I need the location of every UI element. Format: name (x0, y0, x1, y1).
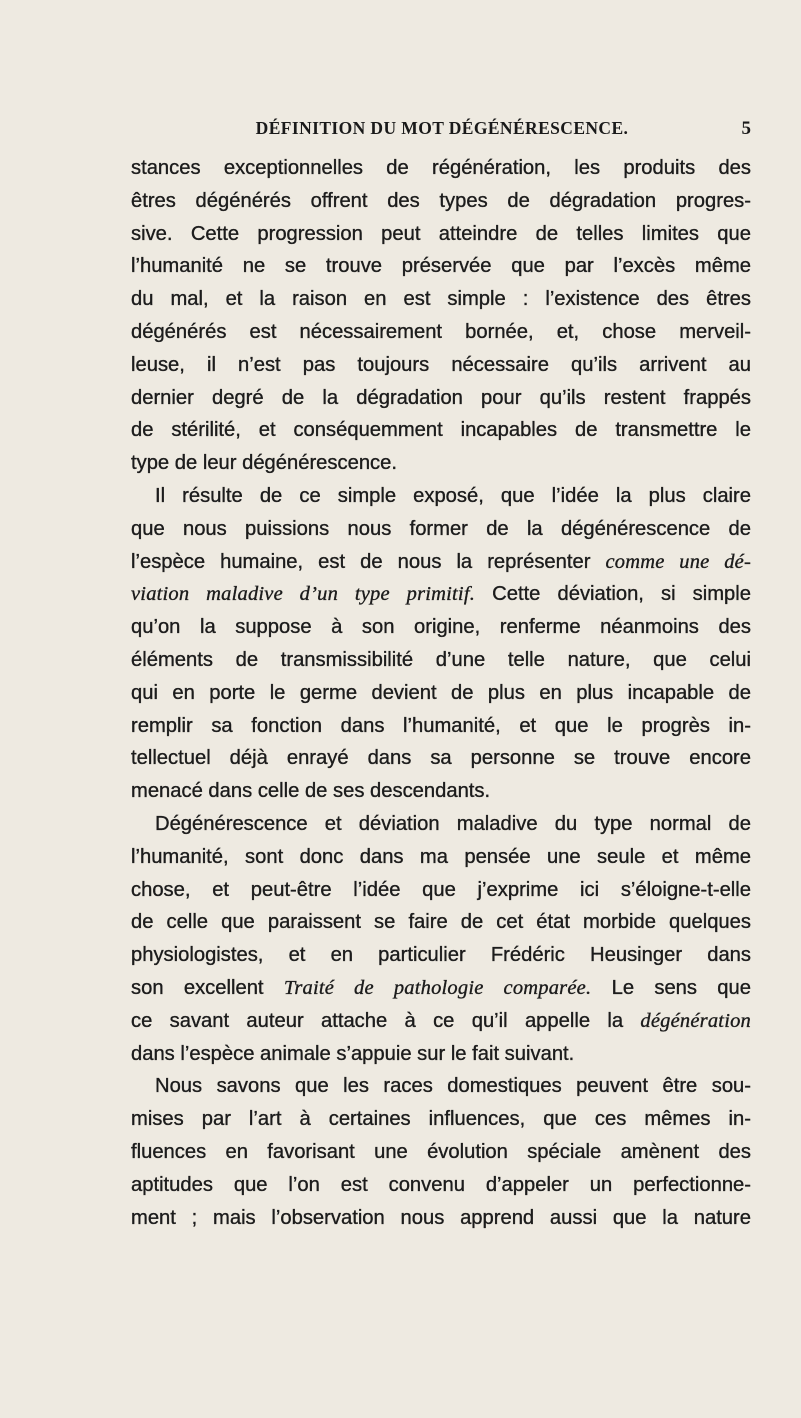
italic-term: dégénération (640, 1009, 751, 1032)
text-line: êtres dégénérés offrent des types de dégradation progres- (131, 189, 751, 212)
text-line: stances exceptionnelles de régénération, les produits des (131, 157, 751, 179)
page-header (133, 118, 751, 148)
text-line: qui en porte le germe devient de plus en plus incapable de (131, 681, 751, 704)
text-line: menacé dans celle de ses descendants. (131, 780, 491, 803)
text-line: dernier degré de la dégradation pour qu’ils restent frappés (131, 386, 751, 409)
running-title: DÉFINITION DU MOT DÉGÉNÉRESCENCE. (255, 118, 629, 138)
body-text (131, 152, 751, 1234)
text-line: l’espèce humaine, est de nous la représenter comme une dé- (131, 550, 752, 573)
text-line: viation maladive d’un type primitif. Cette déviation, si simple (131, 583, 751, 606)
italic-phrase: comme une dé- (605, 550, 752, 573)
text-line: fluences en favorisant une évolution spéciale amènent des (131, 1140, 751, 1163)
text-line: de celle que paraissent se faire de cet état morbide quelques (131, 911, 751, 934)
text-line: de stérilité, et conséquemment incapables de transmettre le (131, 419, 751, 442)
text-line: remplir sa fonction dans l’humanité, et que le progrès in- (131, 714, 751, 737)
text-line: son excellent Traité de pathologie comparée. Le sens que (131, 976, 751, 999)
text-line: l’humanité ne se trouve préservée que par l’excès même (131, 255, 751, 278)
text-line: physiologistes, et en particulier Frédéric Heusinger dans (131, 944, 751, 967)
text-line: éléments de transmissibilité d’une telle nature, que celui (131, 648, 751, 671)
text-line: sive. Cette progression peut atteindre de telles limites que (131, 222, 751, 245)
text-line: leuse, il n’est pas toujours nécessaire qu’ils arrivent au (131, 353, 751, 376)
italic-phrase: viation maladive d’un type primitif. (131, 583, 476, 606)
page-number: 5 (741, 118, 751, 139)
text-line: tellectuel déjà enrayé dans sa personne se trouve encore (131, 747, 751, 770)
text-line: ment ; mais l’observation nous apprend aussi que la nature (131, 1206, 751, 1229)
text-line: Nous savons que les races domestiques peuvent être sou- (155, 1075, 751, 1098)
text-line: Il résulte de ce simple exposé, que l’idée la plus claire (155, 484, 751, 507)
text-line: type de leur dégénérescence. (131, 452, 397, 475)
text-line: du mal, et la raison en est simple : l’existence des êtres (131, 288, 751, 311)
text-line: Dégénérescence et déviation maladive du type normal de (155, 812, 751, 835)
text-line: qu’on la suppose à son origine, renferme néanmoins des (131, 616, 751, 639)
text-line: l’humanité, sont donc dans ma pensée une seule et même (131, 845, 751, 868)
italic-title: Traité de pathologie comparée. (283, 976, 592, 999)
text-line: que nous puissions nous former de la dégénérescence de (131, 517, 751, 540)
text-line: aptitudes que l’on est convenu d’appeler un perfectionne- (131, 1173, 751, 1196)
text-line: chose, et peut-être l’idée que j’exprime ici s’éloigne-t-elle (131, 878, 751, 901)
text-line: dans l’espèce animale s’appuie sur le fait suivant. (131, 1042, 575, 1065)
text-line: dégénérés est nécessairement bornée, et, chose merveil- (131, 320, 751, 343)
text-line: mises par l’art à certaines influences, que ces mêmes in- (131, 1108, 751, 1131)
text-line: ce savant auteur attache à ce qu’il appelle la dégénération (131, 1009, 751, 1032)
